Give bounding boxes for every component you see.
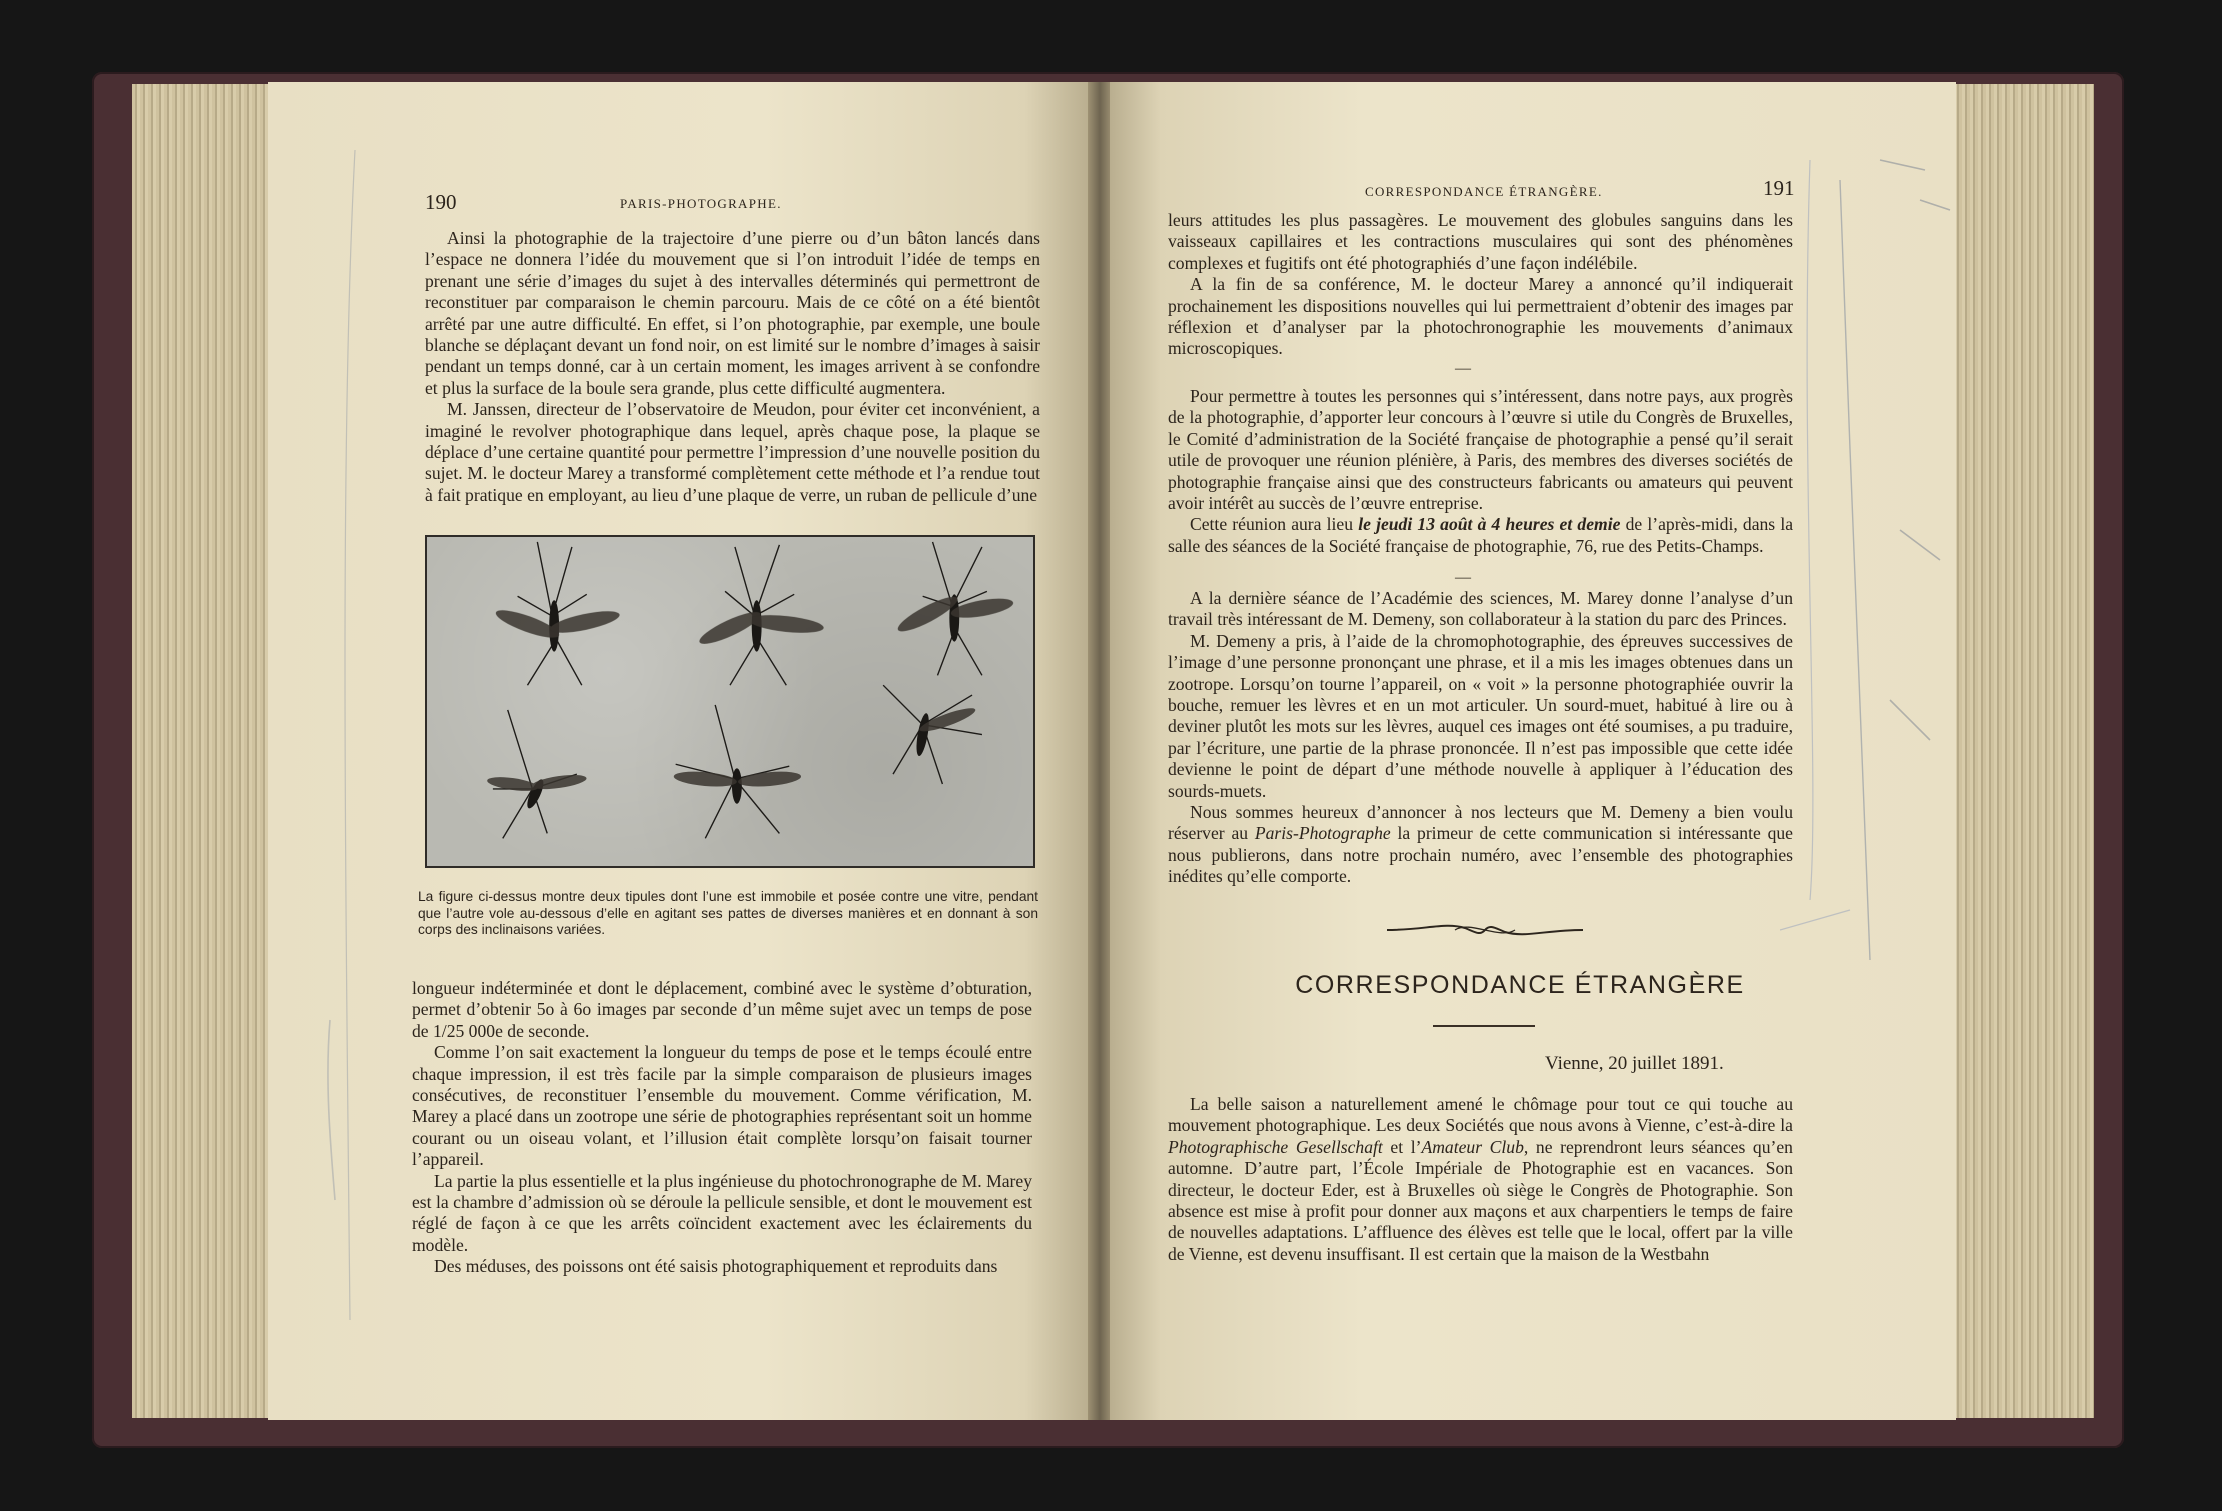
paragraph: Des méduses, des poissons ont été saisis photographiquement et reproduits dans	[434, 1256, 998, 1277]
text-run: La belle saison a naturellement amené le chômage pour tout ce qui touche au mouvement photographique. Les deux Sociétés que nous avons à Vienne, c’est-à-dire la	[1168, 1094, 1793, 1136]
right-running-head: CORRESPONDANCE ÉTRANGÈRE.	[1365, 184, 1603, 199]
section-title: CORRESPONDANCE ÉTRANGÈRE	[1295, 971, 1745, 999]
society-name: Amateur Club	[1421, 1136, 1524, 1157]
left-bottom-text	[412, 978, 1032, 1278]
paragraph	[1168, 1094, 1793, 1265]
photo-plate-crane-flies	[425, 535, 1035, 868]
text-run: , ne reprendront leurs séances qu’en automne. D’autre part, l’École Impériale de Photographie est en vacances. Son directeur, le docteur Eder, est à Bruxelles où siège le Congrès de Photographie. Son absence est mise à profit pour donner aux maçons et aux charpentiers le temps de faire de nouvelles adaptations. L’affluence des élèves est telle que le local, offert par la ville de Vienne, est devenu insuffisant. Il est certain que la maison de la Westbahn	[1168, 1136, 1793, 1264]
right-top-text	[1168, 210, 1793, 360]
right-middle-text	[1168, 386, 1793, 557]
right-vienna-text	[1168, 1094, 1793, 1265]
paragraph: La partie la plus essentielle et la plus ingénieuse du photochronographe de M. Marey est la chambre d’admission où se déroule la pellicule sensible, et dont le mouvement est réglé de façon à ce que les arrêts coïncident exactement avec les éclairements du modèle.	[412, 1170, 1033, 1255]
right-folio: 191	[1763, 176, 1795, 200]
title-rule	[1433, 1025, 1535, 1027]
text-run: de l’après-midi, dans la salle des séances de la Société française de photographie, 76, rue des Petits-Champs.	[1168, 514, 1794, 556]
paragraph	[1168, 514, 1793, 557]
journal-title: Paris-Photographe	[1254, 823, 1391, 844]
paragraph	[1168, 802, 1793, 888]
left-folio: 190	[425, 190, 457, 214]
gutter	[1088, 82, 1112, 1420]
paragraph: M. Demeny a pris, à l’aide de la chromophotographie, des épreuves successives de l’image d’une personne prononçant une phrase, et il a mis les images obtenues dans un zootrope. Lorsqu’on tourne l’appareil, on « voit » la personne photographiée ouvrir la bouche, remuer les lèvres et en un mot articuler. Un sourd-muet, habitué à lire ou à deviner plutôt les mots sur les lèvres, auquel ces images ont été soumises, a pu traduire, par l’écriture, une partie de la phrase prononcée. Il n’est pas impossible que cette idée devienne le point de départ d’une méthode nouvelle à appliquer à l’éducation des sourds-muets.	[1168, 630, 1793, 801]
ornament-flourish	[1385, 918, 1585, 942]
separator-dash-2: —	[1455, 569, 1471, 586]
paragraph: M. Janssen, directeur de l’observatoire de Meudon, pour éviter cet inconvénient, a imaginé le revolver photographique dans lequel, après chaque pose, la plaque se déplace d’une certaine quantité pour permettre l’impression d’une nouvelle position du sujet. M. le docteur Marey a transformé complètement cette méthode et l’a rendue tout à fait pratique en employant, au lieu d’une plaque de verre, un ruban de pellicule d’une	[425, 399, 1040, 505]
paragraph: Ainsi la photographie de la trajectoire d’une pierre ou d’un bâton lancés dans l’espace ne donnera l’idée du mouvement que si l’on introduit l’idée de temps en prenant une série d’images du sujet à des intervalles déterminés qui permettront de reconstituer par comparaison le chemin parcouru. Mais de ce côté on a été bientôt arrêté par une autre difficulté. En effet, si l’on photographie, par exemple, une boule blanche se déplaçant devant un fond noir, on est limité sur le nombre d’images à saisir pendant un temps donné, car à un certain moment, les images arrivent à se confondre et plus la surface de la boule sera grande, plus cette difficulté augmentera.	[425, 228, 1040, 398]
page-edges-right	[1954, 84, 2094, 1418]
text-run: la primeur de cette communication si intéressante que nous publierons, dans notre prochain numéro, avec l’ensemble des photographies inédites qu’elle comporte.	[1168, 823, 1793, 887]
society-name: Photographische Gesellschaft	[1168, 1136, 1383, 1157]
paragraph: Comme l’on sait exactement la longueur du temps de pose et le temps écoulé entre chaque impression, il est très facile par la simple comparaison de plusieurs images consécutives, de reconstituer l’ensemble du mouvement. Comme vérification, M. Marey a placé dans un zootrope une série de photographies représentant soit un homme courant ou un oiseau volant, et l’illusion était complète lorsqu’on faisait tourner l’appareil.	[412, 1042, 1032, 1170]
pencil-margin-lines-right	[1780, 140, 1960, 1000]
left-running-head: PARIS-PHOTOGRAPHE.	[620, 196, 782, 211]
paragraph: Pour permettre à toutes les personnes qui s’intéressent, dans notre pays, aux progrès de la photographie, d’apporter leur concours à l’œuvre si utile du Congrès de Bruxelles, le Comité d’administration de la Société française de photographie a pensé qu’il serait utile de provoquer une réunion plénière, à Paris, des membres des diverses sociétés de photographie française ainsi que des constructeurs fabricants ou amateurs qui peuvent avoir intérêt au succès de l’œuvre entreprise.	[1168, 386, 1793, 514]
left-top-text	[425, 228, 1040, 506]
text-run: Nous sommes heureux d’annoncer à nos lecteurs que M. Demeny a bien voulu réserver au	[1168, 802, 1793, 844]
paragraph: longueur indéterminée et dont le déplacement, combiné avec le système d’obturation, permet d’obtenir 5o à 6o images par seconde d’un même sujet avec un temps de pose de 1/25 000e de seconde.	[412, 978, 1032, 1041]
paragraph: leurs attitudes les plus passagères. Le mouvement des globules sanguins dans les vaisseaux capillaires et les contractions musculaires qui sont des phénomènes complexes et fugitifs ont été photographiés d’une façon indélébile.	[1168, 210, 1793, 273]
text-run: Cette réunion aura lieu	[1190, 514, 1359, 535]
pencil-margin-line-left	[300, 140, 390, 1340]
crane-flies-figure	[427, 537, 1033, 866]
paragraph: A la fin de sa conférence, M. le docteur Marey a annoncé qu’il indiquerait prochainement les dispositions nouvelles qui lui permettraient d’obtenir des images par réflexion et d’analyser par la photochronographie les mouvements d’animaux microscopiques.	[1168, 274, 1793, 359]
separator-dash: —	[1455, 360, 1471, 377]
dateline: Vienne, 20 juillet 1891.	[1545, 1053, 1724, 1074]
figure-caption: La figure ci-dessus montre deux tipules dont l’une est immobile et posée contre une vitre, pendant que l’autre vole au-dessous d’elle en agitant ses pattes de diverses manières et en donnant à son corps des inclinaisons variées.	[418, 889, 1038, 938]
paragraph: A la dernière séance de l’Académie des sciences, M. Marey donne l’analyse d’un travail très intéressant de M. Demeny, son collaborateur à la station du parc des Princes.	[1168, 588, 1793, 630]
text-run: et l’	[1382, 1136, 1422, 1157]
meeting-date: le jeudi 13 août à 4 heures et demie	[1358, 514, 1621, 535]
right-demeny-text	[1168, 588, 1793, 888]
page-edges-left	[132, 84, 270, 1418]
